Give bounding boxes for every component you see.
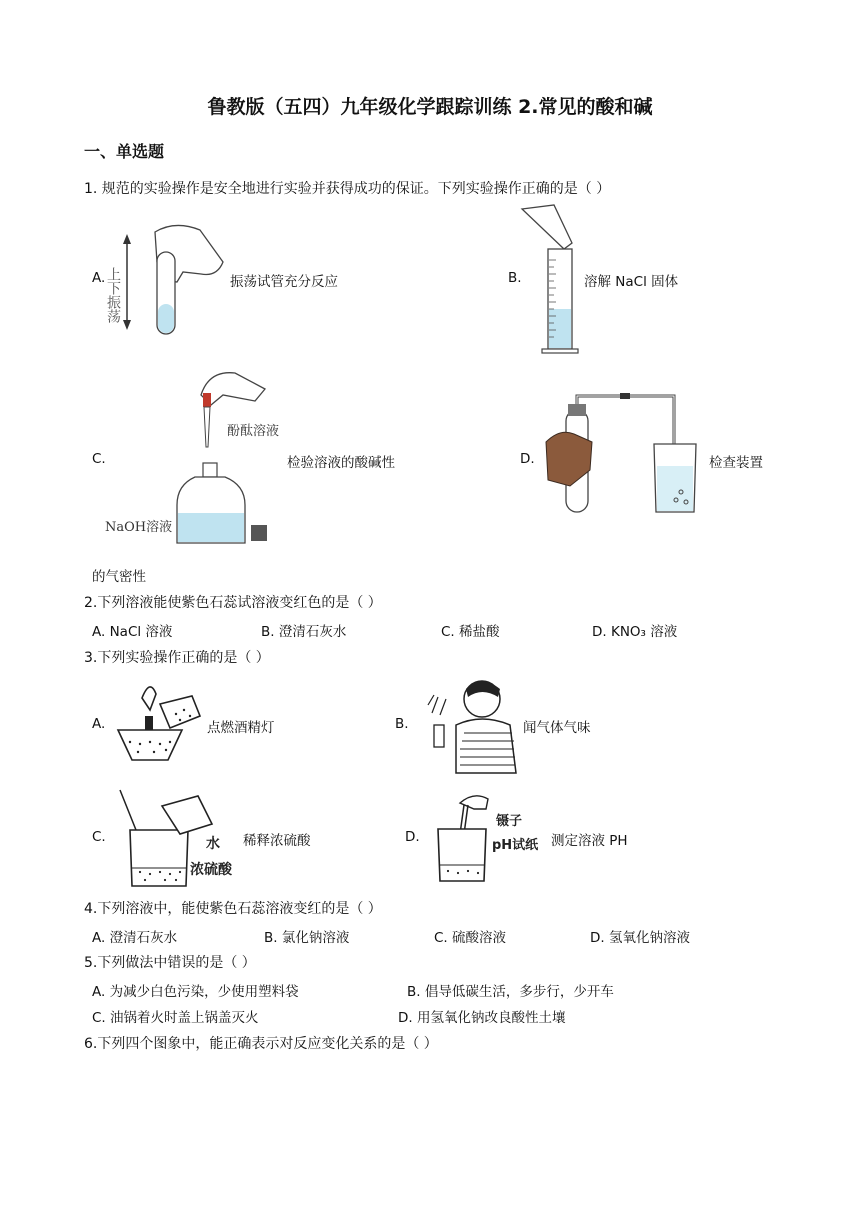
q5-option-d: D. 用氢氧化钠改良酸性土壤 <box>398 1010 566 1026</box>
question-2-stem: 2.下列溶液能使紫色石蕊试溶液变红色的是（ ） <box>84 595 382 611</box>
q1-c-fig-label-1: 酚酞溶液 <box>227 424 280 439</box>
q3-b-smelling-figure <box>420 675 520 775</box>
q3-option-c-letter: C. <box>92 829 106 845</box>
q1-option-b-text: 溶解 NaCl 固体 <box>584 274 679 290</box>
q3-option-b-letter: B. <box>395 716 409 732</box>
q1-option-c-text: 检验溶液的酸碱性 <box>287 455 395 471</box>
q3-d-fig-label-1: 镊子 <box>496 814 523 829</box>
q1-option-d-letter: D. <box>520 451 535 467</box>
q3-d-ph-test-figure <box>430 785 550 890</box>
q3-option-d-text: 测定溶液 PH <box>551 833 628 849</box>
q3-a-alcohol-lamp-figure <box>110 678 205 768</box>
q5-option-a: A. 为减少白色污染，少使用塑料袋 <box>92 984 299 1000</box>
q4-option-c: C. 硫酸溶液 <box>434 930 507 946</box>
q5-option-b: B. 倡导低碳生活，多步行，少开车 <box>407 984 614 1000</box>
question-3-stem: 3.下列实验操作正确的是（ ） <box>84 650 270 666</box>
q1-d-airtightness-figure <box>536 390 711 520</box>
q4-option-d: D. 氢氧化钠溶液 <box>590 930 690 946</box>
page-title: 鲁教版（五四）九年级化学跟踪训练 2.常见的酸和碱 <box>207 96 653 118</box>
q3-option-a-text: 点燃酒精灯 <box>207 720 275 736</box>
q1-option-a-text: 振荡试管充分反应 <box>230 274 338 290</box>
q3-option-b-text: 闻气体气味 <box>523 720 591 736</box>
section-heading: 一、单选题 <box>84 142 165 161</box>
q3-c-fig-label-1: 水 <box>206 836 220 852</box>
q1-option-a-letter: A. <box>92 270 106 286</box>
q2-option-b: B. 澄清石灰水 <box>261 624 347 640</box>
q3-c-dilution-figure <box>118 790 238 890</box>
q2-option-a: A. NaCl 溶液 <box>92 624 173 640</box>
q5-option-c: C. 油锅着火时盖上锅盖灭火 <box>92 1010 259 1026</box>
q1-option-d-text: 检查装置 <box>709 455 763 471</box>
q3-c-fig-label-2: 浓硫酸 <box>190 862 232 878</box>
question-5-stem: 5.下列做法中错误的是（ ） <box>84 955 256 971</box>
q1-c-fig-label-2: NaOH溶液 <box>105 520 173 535</box>
q1-option-d-continuation: 的气密性 <box>92 569 146 585</box>
q1-option-c-letter: C. <box>92 451 106 467</box>
q3-option-c-text: 稀释浓硫酸 <box>243 833 311 849</box>
question-4-stem: 4.下列溶液中，能使紫色石蕊溶液变红的是（ ） <box>84 901 382 917</box>
q1-a-shake-tube-figure <box>105 222 235 342</box>
q4-option-a: A. 澄清石灰水 <box>92 930 178 946</box>
q1-a-fig-label: 上下振荡 <box>105 267 121 323</box>
q3-d-fig-label-2: pH试纸 <box>492 838 539 853</box>
question-6-stem: 6.下列四个图象中，能正确表示对反应变化关系的是（ ） <box>84 1036 438 1052</box>
q4-option-b: B. 氯化钠溶液 <box>264 930 350 946</box>
q2-option-c: C. 稀盐酸 <box>441 624 500 640</box>
q1-c-dropper-bottle-figure <box>105 365 285 540</box>
q1-b-graduated-cylinder-figure <box>520 205 590 355</box>
question-1-stem: 1. 规范的实验操作是安全地进行实验并获得成功的保证。下列实验操作正确的是（ ） <box>84 181 611 197</box>
q1-option-b-letter: B. <box>508 270 522 286</box>
q3-option-a-letter: A. <box>92 716 106 732</box>
q3-option-d-letter: D. <box>405 829 420 845</box>
q2-option-d: D. KNO₃ 溶液 <box>592 624 678 640</box>
